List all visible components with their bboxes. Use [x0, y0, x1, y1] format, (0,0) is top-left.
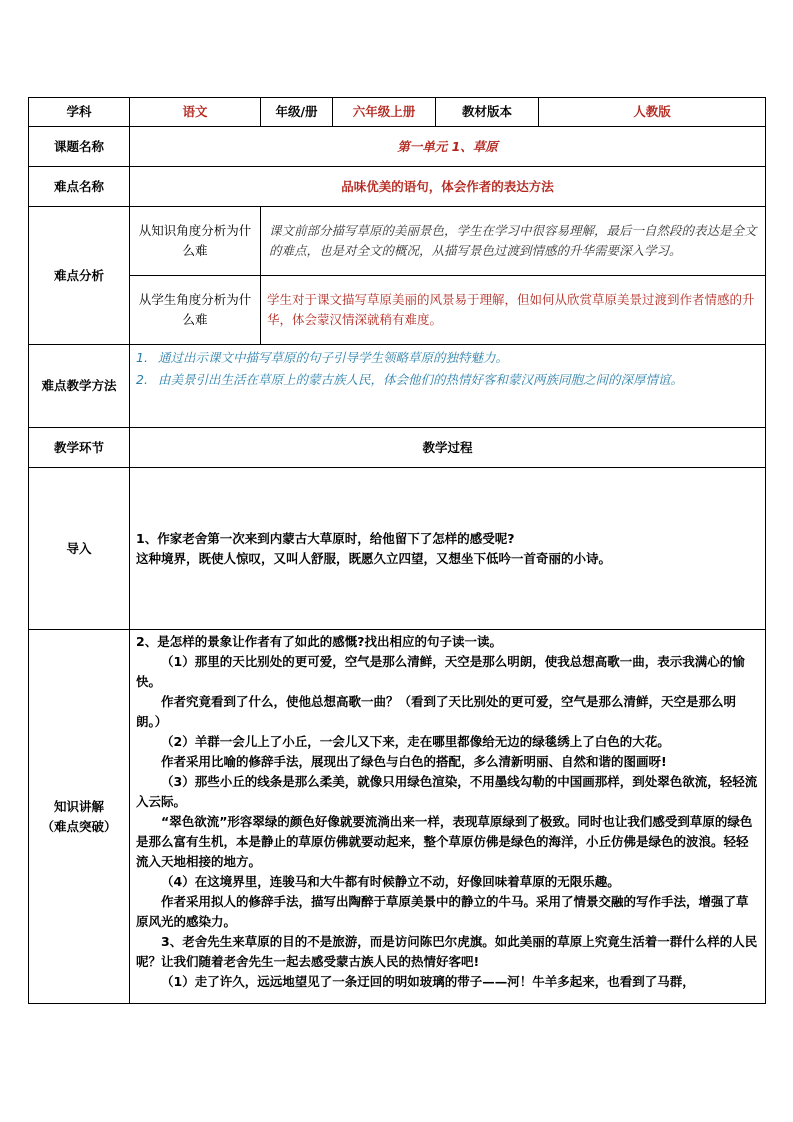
process-header-row — [29, 428, 766, 468]
paragraph: （1）那里的天比别处的更可爱，空气是那么清鲜，天空是那么明朗，使我总想高歌一曲，表示我满心的愉快。 — [136, 654, 745, 689]
student-angle-label: 从学生角度分析为什么难 — [130, 276, 261, 345]
difficulty-name-row — [29, 167, 766, 207]
subject-label: 学科 — [29, 98, 130, 127]
grade-label: 年级/册 — [261, 98, 333, 127]
paragraph: （1）走了许久，远远地望见了一条迂回的明如玻璃的带子——河！牛羊多起来，也看到了马群， — [161, 974, 695, 989]
paragraph: 2、是怎样的景象让作者有了如此的感慨?找出相应的句子读一读。 — [136, 634, 502, 649]
lesson-plan-table — [28, 97, 766, 1004]
method-item: 1. 通过出示课文中描写草原的句子引导学生领略草原的独特魅力。 — [136, 350, 509, 365]
lesson-title-label: 课题名称 — [29, 127, 130, 167]
intro-label: 导入 — [29, 468, 130, 630]
knowledge-angle-label: 从知识角度分析为什么难 — [130, 207, 261, 276]
paragraph: （3）那些小丘的线条是那么柔美，就像只用绿色渲染，不用墨线勾勒的中国画那样，到处翠色欲流，轻轻流入云际。 — [136, 774, 758, 809]
subject-value: 语文 — [130, 98, 261, 127]
paragraph: 3、老舍先生来草原的目的不是旅游，而是访问陈巴尔虎旗。如此美丽的草原上究竟生活着一群什么样的人民呢？让我们随着老舍先生一起去感受蒙古族人民的热情好客吧! — [136, 934, 758, 969]
grade-value: 六年级上册 — [333, 98, 436, 127]
difficulty-name-value: 品味优美的语句，体会作者的表达方法 — [130, 167, 766, 207]
textbook-label: 教材版本 — [436, 98, 539, 127]
paragraph: （2）羊群一会儿上了小丘，一会儿又下来，走在哪里都像给无边的绿毯绣上了白色的大花。 — [161, 734, 670, 749]
knowledge-row — [29, 630, 766, 1004]
knowledge-label: 知识讲解 （难点突破） — [29, 630, 130, 1004]
intro-answer: 这种境界，既使人惊叹，又叫人舒服，既愿久立四望，又想坐下低吟一首奇丽的小诗。 — [136, 550, 612, 566]
stage-label: 教学环节 — [29, 428, 130, 468]
paragraph: 作者采用拟人的修辞手法，描写出陶醉于草原美景中的静立的牛马。采用了情景交融的写作手法，增强了草原风光的感染力。 — [136, 894, 749, 929]
difficulty-name-label: 难点名称 — [29, 167, 130, 207]
paragraph: （4）在这境界里，连骏马和大牛都有时候静立不动，好像回味着草原的无限乐趣。 — [161, 874, 620, 889]
knowledge-analysis-row — [29, 207, 766, 276]
knowledge-content — [130, 630, 766, 1004]
student-analysis-row — [29, 276, 766, 345]
analysis-label: 难点分析 — [29, 207, 130, 345]
textbook-value: 人教版 — [539, 98, 766, 127]
process-label: 教学过程 — [130, 428, 766, 468]
knowledge-angle-text: 课文前部分描写草原的美丽景色，学生在学习中很容易理解，最后一自然段的表达是全文的难点，也是对全文的概况，从描写景色过渡到情感的升华需要深入学习。 — [261, 207, 766, 276]
methods-row — [29, 345, 766, 428]
intro-question: 1、作家老舍第一次来到内蒙古大草原时，给他留下了怎样的感受呢? — [136, 530, 515, 546]
methods-list — [130, 345, 766, 428]
method-item: 2. 由美景引出生活在草原上的蒙古族人民，体会他们的热情好客和蒙汉两族同胞之间的深厚情谊。 — [136, 372, 684, 387]
lesson-title-row — [29, 127, 766, 167]
intro-row — [29, 468, 766, 630]
intro-content — [130, 468, 766, 630]
paragraph: 作者究竟看到了什么，使他总想高歌一曲？（看到了天比别处的更可爱，空气是那么清鲜，天空是那么明朗。） — [136, 694, 737, 729]
paragraph: “翠色欲流”形容翠绿的颜色好像就要流淌出来一样，表现草原绿到了极致。同时也让我们感受到草原的绿色是那么富有生机，本是静止的草原仿佛就要动起来，整个草原仿佛是绿色的海洋，小丘仿佛是绿色的波浪。轻轻流入天地相接的地方。 — [136, 814, 753, 869]
header-row — [29, 98, 766, 127]
paragraph: 作者采用比喻的修辞手法，展现出了绿色与白色的搭配，多么清新明丽、自然和谐的图画呀! — [161, 754, 667, 769]
lesson-title-value: 第一单元 1、草原 — [130, 127, 766, 167]
methods-label: 难点教学方法 — [29, 345, 130, 428]
student-angle-text: 学生对于课文描写草原美丽的风景易于理解，但如何从欣赏草原美景过渡到作者情感的升华，体会蒙汉情深就稍有难度。 — [261, 276, 766, 345]
